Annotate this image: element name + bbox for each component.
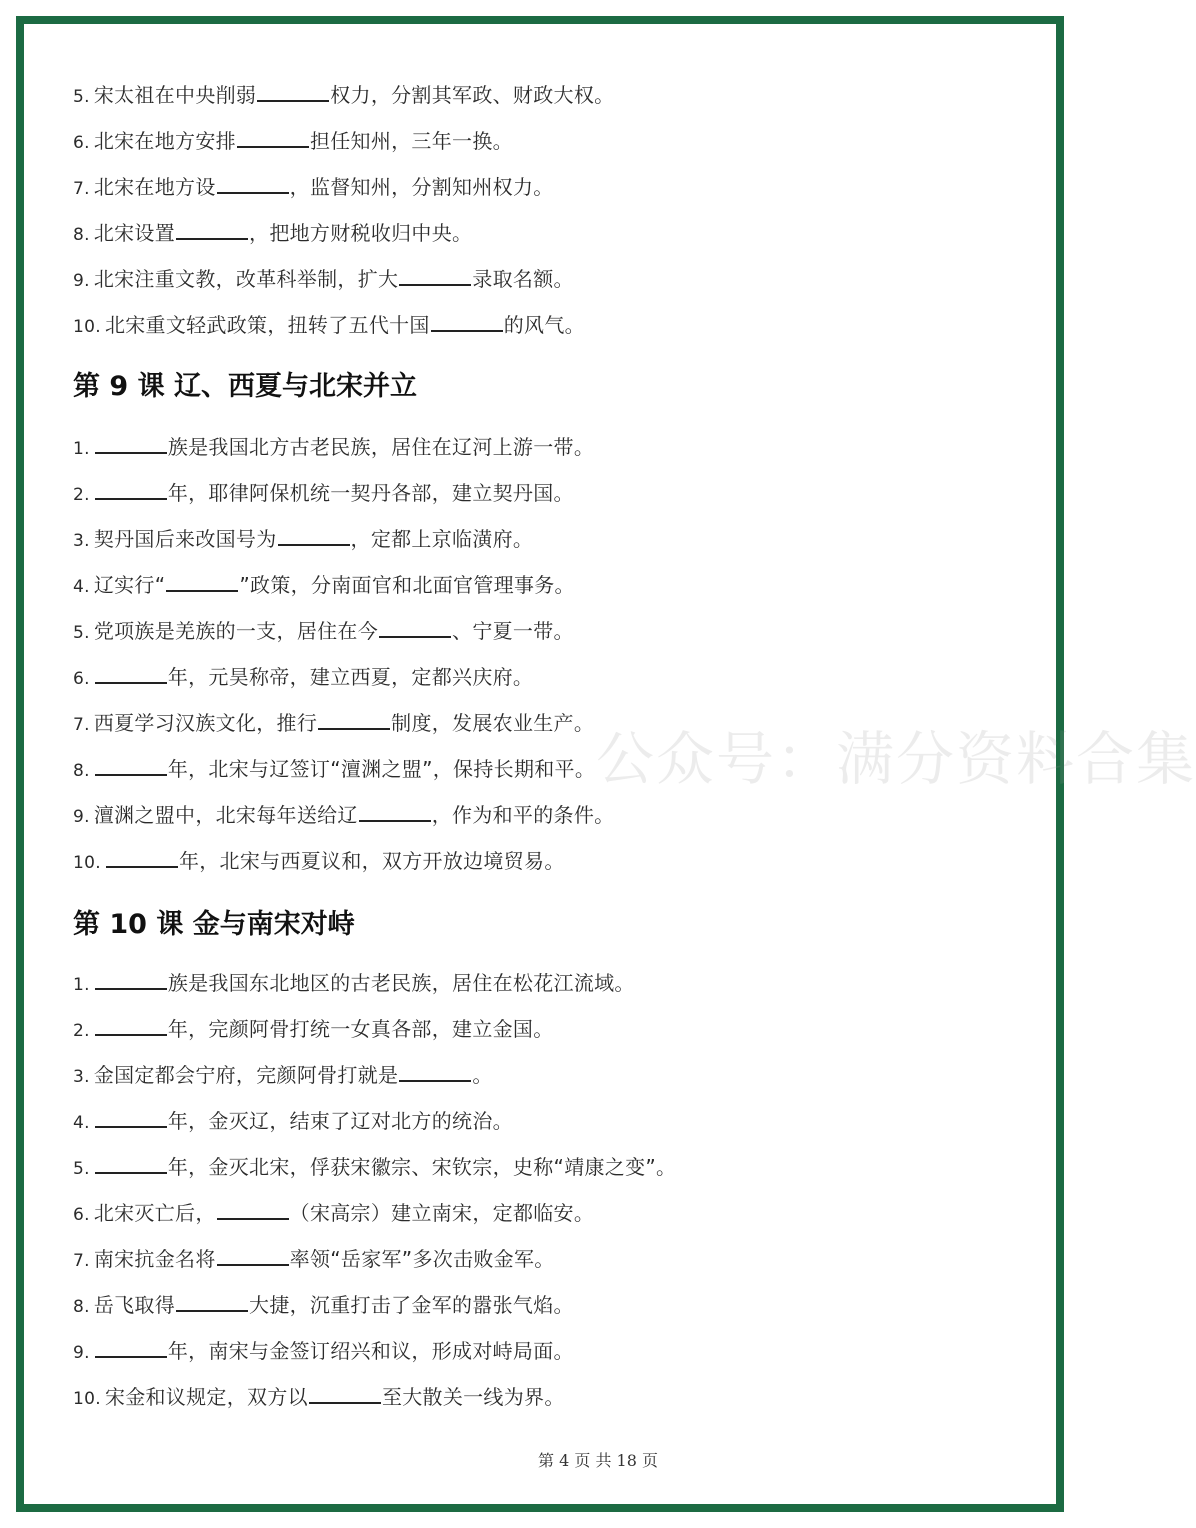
question-number: 5. (73, 623, 90, 643)
question-text: 金国定都会宁府，完颜阿骨打就是 (93, 1063, 399, 1087)
question-line (73, 1106, 513, 1136)
question-number: 6. (73, 133, 90, 153)
question-text: ，定都上京临潢府。 (350, 527, 534, 551)
question-line (73, 1060, 493, 1090)
watermark: 公众号：满分资料合集 (596, 725, 1196, 793)
answer-blank[interactable] (309, 1382, 381, 1404)
question-text: 大捷，沉重打击了金军的嚣张气焰。 (249, 1293, 574, 1317)
question-text: 宋太祖在中央削弱 (93, 83, 257, 107)
question-number: 5. (73, 87, 90, 107)
question-line (73, 1244, 555, 1274)
answer-blank[interactable] (278, 524, 350, 546)
question-number: 9. (73, 271, 90, 291)
question-line (73, 264, 574, 294)
question-text: 制度，发展农业生产。 (391, 711, 595, 735)
question-number: 4. (73, 1113, 90, 1133)
answer-blank[interactable] (95, 1106, 167, 1128)
question-number: 8. (73, 225, 90, 245)
question-text: ，监督知州，分割知州权力。 (289, 175, 554, 199)
answer-blank[interactable] (95, 1336, 167, 1358)
page-footer: 第 4 页 共 18 页 (538, 1451, 658, 1470)
question-number: 8. (73, 761, 90, 781)
question-line (73, 754, 595, 784)
lesson-10-title: 第 10 课 金与南宋对峙 (73, 909, 355, 940)
answer-blank[interactable] (95, 1014, 167, 1036)
question-text: 北宋在地方设 (93, 175, 216, 199)
answer-blank[interactable] (318, 708, 390, 730)
answer-blank[interactable] (379, 616, 451, 638)
question-text: 率领“岳家军”多次击败金军。 (289, 1247, 555, 1271)
question-number: 10. (73, 853, 101, 873)
question-line (73, 968, 635, 998)
question-line (73, 432, 594, 462)
question-text: 北宋重文轻武政策，扭转了五代十国 (104, 313, 430, 337)
answer-blank[interactable] (95, 662, 167, 684)
answer-blank[interactable] (95, 968, 167, 990)
question-text: 担任知州，三年一换。 (309, 129, 513, 153)
answer-blank[interactable] (399, 264, 471, 286)
question-text: 。 (472, 1063, 493, 1087)
answer-blank[interactable] (359, 800, 431, 822)
question-text: （宋高宗）建立南宋，定都临安。 (289, 1201, 595, 1225)
question-text: 族是我国北方古老民族，居住在辽河上游一带。 (167, 435, 595, 459)
question-number: 5. (73, 1159, 90, 1179)
question-line (73, 662, 533, 692)
question-text: 权力，分割其军政、财政大权。 (330, 83, 615, 107)
answer-blank[interactable] (257, 80, 329, 102)
question-text: 至大散关一线为界。 (381, 1385, 565, 1409)
question-number: 10. (73, 317, 101, 337)
question-text: 录取名额。 (472, 267, 574, 291)
question-text: 年，元昊称帝，建立西夏，定都兴庆府。 (167, 665, 534, 689)
question-text: 党项族是羌族的一支，居住在今 (93, 619, 379, 643)
question-text: 北宋注重文教，改革科举制，扩大 (93, 267, 399, 291)
question-text: 北宋灭亡后， (93, 1201, 216, 1225)
answer-blank[interactable] (166, 570, 238, 592)
question-text: ”政策，分南面官和北面官管理事务。 (239, 573, 575, 597)
question-number: 7. (73, 179, 90, 199)
question-text: 南宋抗金名将 (93, 1247, 216, 1271)
question-text: ，作为和平的条件。 (431, 803, 615, 827)
question-text: 年，完颜阿骨打统一女真各部，建立金国。 (167, 1017, 554, 1041)
question-line (73, 172, 554, 202)
answer-blank[interactable] (95, 754, 167, 776)
question-text: 年，北宋与西夏议和，双方开放边境贸易。 (178, 849, 565, 873)
question-number: 9. (73, 1343, 90, 1363)
question-line (73, 800, 614, 830)
question-number: 7. (73, 1251, 90, 1271)
question-text: 的风气。 (503, 313, 585, 337)
question-line (73, 1014, 554, 1044)
question-text: 岳飞取得 (93, 1293, 176, 1317)
question-text: 契丹国后来改国号为 (93, 527, 277, 551)
question-text: 年，金灭北宋，俘获宋徽宗、宋钦宗，史称“靖康之变”。 (167, 1155, 677, 1179)
question-line (73, 310, 585, 340)
question-number: 6. (73, 1205, 90, 1225)
question-number: 4. (73, 577, 90, 597)
question-line (73, 80, 614, 110)
question-line (73, 1198, 594, 1228)
question-line (73, 708, 594, 738)
question-number: 6. (73, 669, 90, 689)
question-line (73, 218, 472, 248)
question-text: 辽实行“ (93, 573, 166, 597)
question-line (73, 524, 533, 554)
answer-blank[interactable] (431, 310, 503, 332)
question-text: 年，南宋与金签订绍兴和议，形成对峙局面。 (167, 1339, 574, 1363)
question-number: 8. (73, 1297, 90, 1317)
question-line (73, 846, 565, 876)
question-line (73, 126, 513, 156)
question-number: 3. (73, 531, 90, 551)
question-line (73, 616, 574, 646)
answer-blank[interactable] (217, 1198, 289, 1220)
question-text: 、宁夏一带。 (452, 619, 574, 643)
question-text: 西夏学习汉族文化，推行 (93, 711, 318, 735)
answer-blank[interactable] (95, 1152, 167, 1174)
question-number: 7. (73, 715, 90, 735)
question-text: 年，耶律阿保机统一契丹各部，建立契丹国。 (167, 481, 574, 505)
question-text: 北宋在地方安排 (93, 129, 236, 153)
question-line (73, 570, 575, 600)
answer-blank[interactable] (95, 432, 167, 454)
question-text: 宋金和议规定，双方以 (104, 1385, 308, 1409)
question-number: 2. (73, 485, 90, 505)
lesson-9-title: 第 9 课 辽、西夏与北宋并立 (73, 371, 417, 402)
answer-blank[interactable] (106, 846, 178, 868)
answer-blank[interactable] (95, 478, 167, 500)
question-text: 年，金灭辽，结束了辽对北方的统治。 (167, 1109, 513, 1133)
answer-blank[interactable] (217, 172, 289, 194)
question-number: 10. (73, 1389, 101, 1409)
question-number: 1. (73, 975, 90, 995)
question-number: 2. (73, 1021, 90, 1041)
answer-blank[interactable] (176, 1290, 248, 1312)
question-text: 澶渊之盟中，北宋每年送给辽 (93, 803, 358, 827)
question-line (73, 1152, 676, 1182)
answer-blank[interactable] (399, 1060, 471, 1082)
question-line (73, 1336, 574, 1366)
question-number: 3. (73, 1067, 90, 1087)
question-number: 9. (73, 807, 90, 827)
question-text: 年，北宋与辽签订“澶渊之盟”，保持长期和平。 (167, 757, 596, 781)
question-number: 1. (73, 439, 90, 459)
question-line (73, 478, 574, 508)
question-text: 族是我国东北地区的古老民族，居住在松花江流域。 (167, 971, 635, 995)
answer-blank[interactable] (217, 1244, 289, 1266)
answer-blank[interactable] (237, 126, 309, 148)
question-line (73, 1290, 574, 1320)
question-text: 北宋设置 (93, 221, 176, 245)
question-line (73, 1382, 565, 1412)
answer-blank[interactable] (176, 218, 248, 240)
question-text: ，把地方财税收归中央。 (249, 221, 473, 245)
